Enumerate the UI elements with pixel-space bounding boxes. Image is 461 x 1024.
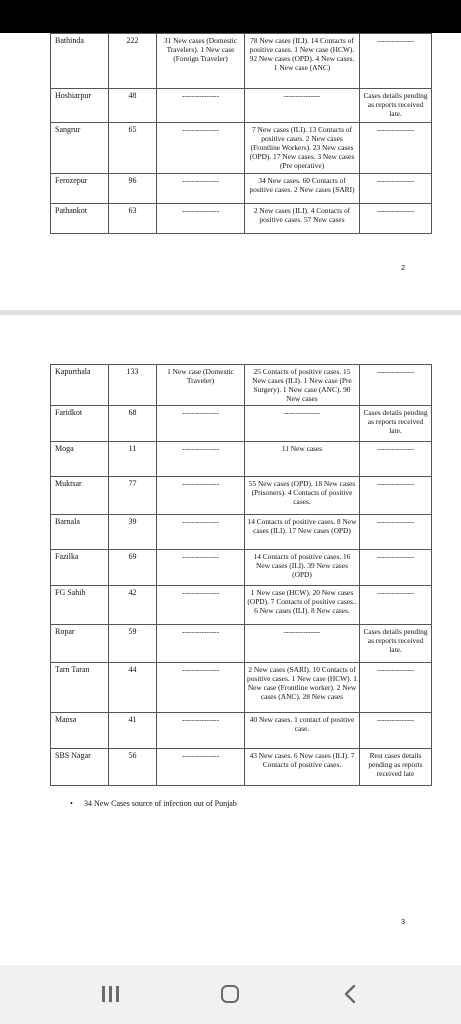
remarks: --------------- bbox=[360, 204, 432, 234]
local-cases: 11 New cases bbox=[245, 442, 360, 477]
case-count: 96 bbox=[109, 174, 157, 204]
case-count: 41 bbox=[109, 713, 157, 749]
remarks: --------------- bbox=[360, 34, 432, 89]
case-count: 48 bbox=[109, 89, 157, 123]
table-row bbox=[51, 442, 432, 477]
local-cases: --------------- bbox=[245, 406, 360, 442]
district-name: Pathankot bbox=[51, 204, 109, 234]
document-page-3 bbox=[0, 315, 461, 965]
remarks: --------------- bbox=[360, 174, 432, 204]
remarks: --------------- bbox=[360, 442, 432, 477]
footnote bbox=[70, 799, 237, 808]
case-count: 65 bbox=[109, 123, 157, 174]
remarks: Cases details pending as reports received late. bbox=[360, 625, 432, 663]
local-cases: 14 Contacts of positive cases. 8 New cases (ILI). 17 New cases (OPD) bbox=[245, 515, 360, 550]
table-row bbox=[51, 550, 432, 586]
remarks: --------------- bbox=[360, 663, 432, 713]
recents-icon[interactable] bbox=[98, 983, 122, 1005]
table-row bbox=[51, 477, 432, 515]
travel-cases: --------------- bbox=[157, 174, 245, 204]
remarks: --------------- bbox=[360, 365, 432, 406]
travel-cases: --------------- bbox=[157, 123, 245, 174]
travel-cases: --------------- bbox=[157, 442, 245, 477]
table-row bbox=[51, 713, 432, 749]
district-name: Sangrur bbox=[51, 123, 109, 174]
table-row bbox=[51, 749, 432, 786]
back-icon[interactable] bbox=[340, 983, 360, 1005]
case-count: 56 bbox=[109, 749, 157, 786]
remarks: --------------- bbox=[360, 515, 432, 550]
case-count: 44 bbox=[109, 663, 157, 713]
document-page-2 bbox=[0, 33, 461, 310]
travel-cases: 31 New cases (Domestic Travelers). 1 New case (Foreign Traveler) bbox=[157, 34, 245, 89]
table-row bbox=[51, 365, 432, 406]
travel-cases: --------------- bbox=[157, 713, 245, 749]
case-count: 11 bbox=[109, 442, 157, 477]
travel-cases: --------------- bbox=[157, 89, 245, 123]
table-row bbox=[51, 34, 432, 89]
travel-cases: --------------- bbox=[157, 663, 245, 713]
case-count: 69 bbox=[109, 550, 157, 586]
remarks: --------------- bbox=[360, 713, 432, 749]
navigation-bar bbox=[0, 965, 461, 1024]
district-name: Kapurthala bbox=[51, 365, 109, 406]
district-name: Ferozepur bbox=[51, 174, 109, 204]
local-cases: 78 New cases (ILI). 14 Contacts of positive cases. 1 New case (HCW). 92 New cases (OPD). 4 New cases. 1 New case (ANC) bbox=[245, 34, 360, 89]
district-name: FG Sahib bbox=[51, 586, 109, 625]
local-cases: 2 New cases (ILI). 4 Contacts of positive cases. 57 New cases bbox=[245, 204, 360, 234]
table-row bbox=[51, 89, 432, 123]
home-icon[interactable] bbox=[219, 983, 241, 1005]
district-name: Moga bbox=[51, 442, 109, 477]
remarks: --------------- bbox=[360, 477, 432, 515]
remarks: Cases details pending as reports received late. bbox=[360, 406, 432, 442]
travel-cases: --------------- bbox=[157, 515, 245, 550]
case-count: 133 bbox=[109, 365, 157, 406]
table-row bbox=[51, 123, 432, 174]
case-count: 63 bbox=[109, 204, 157, 234]
district-cases-table-page2 bbox=[50, 33, 432, 234]
district-name: Ropar bbox=[51, 625, 109, 663]
remarks: --------------- bbox=[360, 123, 432, 174]
remarks: --------------- bbox=[360, 586, 432, 625]
travel-cases: 1 New case (Domestic Traveler) bbox=[157, 365, 245, 406]
district-name: Mansa bbox=[51, 713, 109, 749]
case-count: 42 bbox=[109, 586, 157, 625]
remarks: --------------- bbox=[360, 550, 432, 586]
case-count: 68 bbox=[109, 406, 157, 442]
table-row bbox=[51, 625, 432, 663]
travel-cases: --------------- bbox=[157, 406, 245, 442]
local-cases: 55 New cases (OPD). 18 New cases (Prisoners). 4 Contacts of positive cases. bbox=[245, 477, 360, 515]
status-bar bbox=[0, 0, 461, 33]
remarks: Cases details pending as reports received late. bbox=[360, 89, 432, 123]
district-name: Tarn Taran bbox=[51, 663, 109, 713]
bullet-icon: • bbox=[70, 799, 73, 808]
table-row bbox=[51, 586, 432, 625]
page-number: 3 bbox=[401, 919, 405, 926]
district-name: SBS Nagar bbox=[51, 749, 109, 786]
case-count: 222 bbox=[109, 34, 157, 89]
district-name: Bathinda bbox=[51, 34, 109, 89]
table-row bbox=[51, 663, 432, 713]
travel-cases: --------------- bbox=[157, 204, 245, 234]
district-name: Muktsar bbox=[51, 477, 109, 515]
district-name: Fazilka bbox=[51, 550, 109, 586]
table-row bbox=[51, 406, 432, 442]
district-name: Barnala bbox=[51, 515, 109, 550]
table-row bbox=[51, 515, 432, 550]
case-count: 39 bbox=[109, 515, 157, 550]
remarks: Rest cases details pending as reports received late bbox=[360, 749, 432, 786]
travel-cases: --------------- bbox=[157, 625, 245, 663]
local-cases: 7 New cases (ILI). 13 Contacts of positive cases. 2 New cases (Frontline Workers). 23 New cases (OPD). 17 New cases. 3 New cases (Pre operative) bbox=[245, 123, 360, 174]
footnote-text: 34 New Cases source of infection out of Punjab bbox=[84, 799, 237, 808]
travel-cases: --------------- bbox=[157, 477, 245, 515]
table-row bbox=[51, 174, 432, 204]
local-cases: 14 Contacts of positive cases. 16 New cases (ILI). 39 New cases (OPD) bbox=[245, 550, 360, 586]
local-cases: 25 Contacts of positive cases. 15 New cases (ILI). 1 New case (Pre Surgery). 1 New case (ANC). 90 New cases bbox=[245, 365, 360, 406]
local-cases: --------------- bbox=[245, 625, 360, 663]
local-cases: 1 New case (HCW). 20 New cases (OPD). 7 Contacts of positive cases.. 6 New cases (ILI). 8 New cases. bbox=[245, 586, 360, 625]
page-number: 2 bbox=[401, 265, 405, 272]
travel-cases: --------------- bbox=[157, 749, 245, 786]
table-row bbox=[51, 204, 432, 234]
local-cases: 34 New cases. 60 Contacts of positive cases. 2 New cases (SARI) bbox=[245, 174, 360, 204]
travel-cases: --------------- bbox=[157, 586, 245, 625]
travel-cases: --------------- bbox=[157, 550, 245, 586]
local-cases: 2 New cases (SARI). 10 Contacts of positive cases. 1 New case (HCW). 1 New case (Frontline worker). 2 New cases (ANC). 28 New cases bbox=[245, 663, 360, 713]
local-cases: 43 New cases. 6 New cases (ILI). 7 Contacts of positive cases. bbox=[245, 749, 360, 786]
district-name: Hoshiarpur bbox=[51, 89, 109, 123]
district-name: Faridkot bbox=[51, 406, 109, 442]
case-count: 77 bbox=[109, 477, 157, 515]
district-cases-table-page3 bbox=[50, 364, 432, 786]
case-count: 59 bbox=[109, 625, 157, 663]
local-cases: 40 New cases. 1 contact of positive case. bbox=[245, 713, 360, 749]
local-cases: --------------- bbox=[245, 89, 360, 123]
